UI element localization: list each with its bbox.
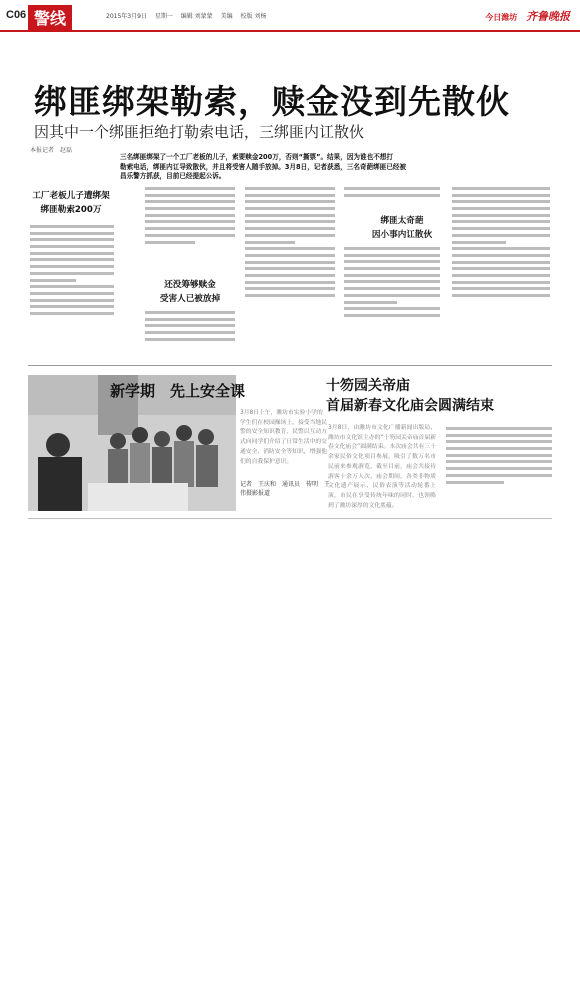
bottom-rule [28,518,552,519]
subhead-line: 绑匪勒索200万 [40,205,102,215]
text-line-placeholder [245,187,335,190]
text-line-placeholder [344,301,397,304]
text-line-placeholder [344,294,440,297]
text-line-placeholder [452,254,550,257]
text-line-placeholder [245,274,335,277]
subhead-line: 绑匪太奇葩 [380,216,424,226]
body-column-2b [145,308,235,358]
text-line-placeholder [245,294,335,297]
text-line-placeholder [344,280,440,283]
text-line-placeholder [245,267,335,270]
text-line-placeholder [145,200,235,203]
lead-paragraph [120,153,450,182]
text-line-placeholder [30,299,114,302]
main-headline: 绑匪绑架勒索，赎金没到先散伙 [34,82,510,121]
text-line-placeholder [30,232,114,235]
lead-line: 勒索电话，绑匪内讧导致散伙，并且将受害人随手放掉。3月8日，记者获悉，三名奇葩绑匪已经被 [120,162,407,171]
text-line-placeholder [145,234,235,237]
right-headline [326,376,494,416]
text-line-placeholder [145,194,235,197]
newspaper-logo: 齐鲁晚报 [526,10,570,23]
text-line-placeholder [452,267,550,270]
page-header [0,0,580,32]
page-number: C06 [6,9,27,21]
text-line-placeholder [145,220,235,223]
subhead-line: 因小事内讧散伙 [371,230,433,240]
text-line-placeholder [145,331,235,334]
text-line-placeholder [452,241,506,244]
text-line-placeholder [452,194,550,197]
text-line-placeholder [145,311,235,314]
text-line-placeholder [30,292,114,295]
text-line-placeholder [452,294,550,297]
designer: 美编 [220,13,233,20]
text-line-placeholder [446,427,552,430]
text-line-placeholder [452,187,550,190]
text-line-placeholder [446,481,504,484]
text-line-placeholder [344,307,440,310]
text-line-placeholder [344,260,440,263]
body-column-5 [452,184,550,358]
body-column-4 [344,184,440,212]
text-line-placeholder [452,247,550,250]
right-story-text: 3月8日，由潍坊市文化广播新闻出版局、潍坊市文化馆主办的“十笏园关帝庙首届新春文化庙会”圆满结束。本次庙会共有三十余家民俗文化项目参展，吸引了数万名市民前来参观游览，截至目前，庙会共接待游客十余万人次。庙会期间，各类非物质文化遗产展示、民俗表演等活动轮番上演，市民在享受传统年味的同时，也领略到了潍坊深厚的文化底蕴。 [328,425,436,509]
body-column-2 [145,184,235,276]
text-line-placeholder [344,287,440,290]
brand [485,8,570,24]
text-line-placeholder [30,245,114,248]
text-line-placeholder [145,207,235,210]
text-line-placeholder [344,247,440,250]
text-line-placeholder [245,227,335,230]
text-line-placeholder [145,318,235,321]
text-line-placeholder [452,200,550,203]
body-column-3 [245,184,335,358]
text-line-placeholder [145,187,235,190]
text-line-placeholder [145,214,235,217]
text-line-placeholder [145,324,235,327]
subhead-1 [30,189,112,217]
text-line-placeholder [452,234,550,237]
text-line-placeholder [245,207,335,210]
text-line-placeholder [446,474,552,477]
text-line-placeholder [245,261,335,264]
brand-label: 今日潍坊 [485,13,518,22]
body-column-1 [30,222,114,358]
section-divider [28,365,552,366]
text-line-placeholder [145,227,235,230]
text-line-placeholder [245,241,295,244]
text-line-placeholder [344,254,440,257]
text-line-placeholder [344,187,440,190]
text-line-placeholder [145,241,195,244]
subhead-line: 受害人已被放掉 [159,294,221,304]
text-line-placeholder [452,261,550,264]
text-line-placeholder [30,238,114,241]
subhead-3 [356,214,448,242]
text-line-placeholder [344,274,440,277]
text-line-placeholder [245,200,335,203]
text-line-placeholder [446,467,552,470]
subhead-2 [143,278,237,306]
text-line-placeholder [452,207,550,210]
subhead-line: 还没筹够赎金 [164,280,216,290]
text-line-placeholder [245,234,335,237]
weekday: 星期一 [154,13,173,20]
section-label: 警线 [28,5,72,31]
text-line-placeholder [30,272,114,275]
right-headline-line: 首届新春文化庙会圆满结束 [326,398,494,414]
credit-line: 记者 王庆和 通讯员 传明 王伟摄影报道 [240,481,331,497]
photo-credit [240,480,330,498]
text-line-placeholder [452,281,550,284]
text-line-placeholder [446,434,552,437]
text-line-placeholder [344,194,440,197]
text-line-placeholder [452,287,550,290]
text-line-placeholder [30,258,114,261]
text-line-placeholder [452,274,550,277]
main-subheadline: 因其中一个绑匪拒绝打勒索电话，三绑匪内讧散伙 [34,123,365,141]
editor: 编辑 刘蒙蒙 [180,13,213,20]
text-line-placeholder [245,254,335,257]
text-line-placeholder [30,305,114,308]
middle-story-text: 3月8日上午，潍坊市实验小学的学生们在校园操场上，接受当地民警的安全知识教育，民警以互动方式向同学们介绍了日常生活中的交通安全、消防安全等知识，增强他们的自我保护意识。 [240,410,327,465]
text-line-placeholder [30,265,114,268]
text-line-placeholder [245,287,335,290]
text-line-placeholder [245,194,335,197]
text-line-placeholder [30,312,114,315]
subhead-line: 工厂老板儿子遭绑架 [32,191,110,201]
text-line-placeholder [30,252,114,255]
header-meta [106,11,272,20]
text-line-placeholder [446,447,552,450]
right-headline-line: 十笏园关帝庙 [326,378,410,394]
text-line-placeholder [30,285,114,288]
text-line-placeholder [245,220,335,223]
text-line-placeholder [452,214,550,217]
lead-line: 昌乐警方抓获，目前已经提起公诉。 [120,172,226,180]
text-line-placeholder [245,214,335,217]
body-column-4b [344,244,440,358]
lead-line: 三名绑匪绑架了一个工厂老板的儿子，索要赎金200万，否则“撕票”。结果，因为谁也不想打 [120,153,393,161]
text-line-placeholder [145,338,235,341]
text-line-placeholder [30,225,114,228]
text-line-placeholder [446,454,552,457]
text-line-placeholder [245,247,335,250]
text-line-placeholder [245,281,335,284]
right-story-column-2 [446,424,552,512]
issue-date: 2015年3月9日 [106,13,147,20]
text-line-placeholder [30,279,76,282]
proofreader: 校版 刘杨 [240,13,267,20]
text-line-placeholder [446,440,552,443]
text-line-placeholder [344,314,440,317]
text-line-placeholder [446,460,552,463]
text-line-placeholder [344,267,440,270]
text-line-placeholder [452,227,550,230]
byline: 本报记者 赵磊 [30,147,73,154]
text-line-placeholder [452,220,550,223]
middle-headline: 新学期 先上安全课 [110,382,246,400]
